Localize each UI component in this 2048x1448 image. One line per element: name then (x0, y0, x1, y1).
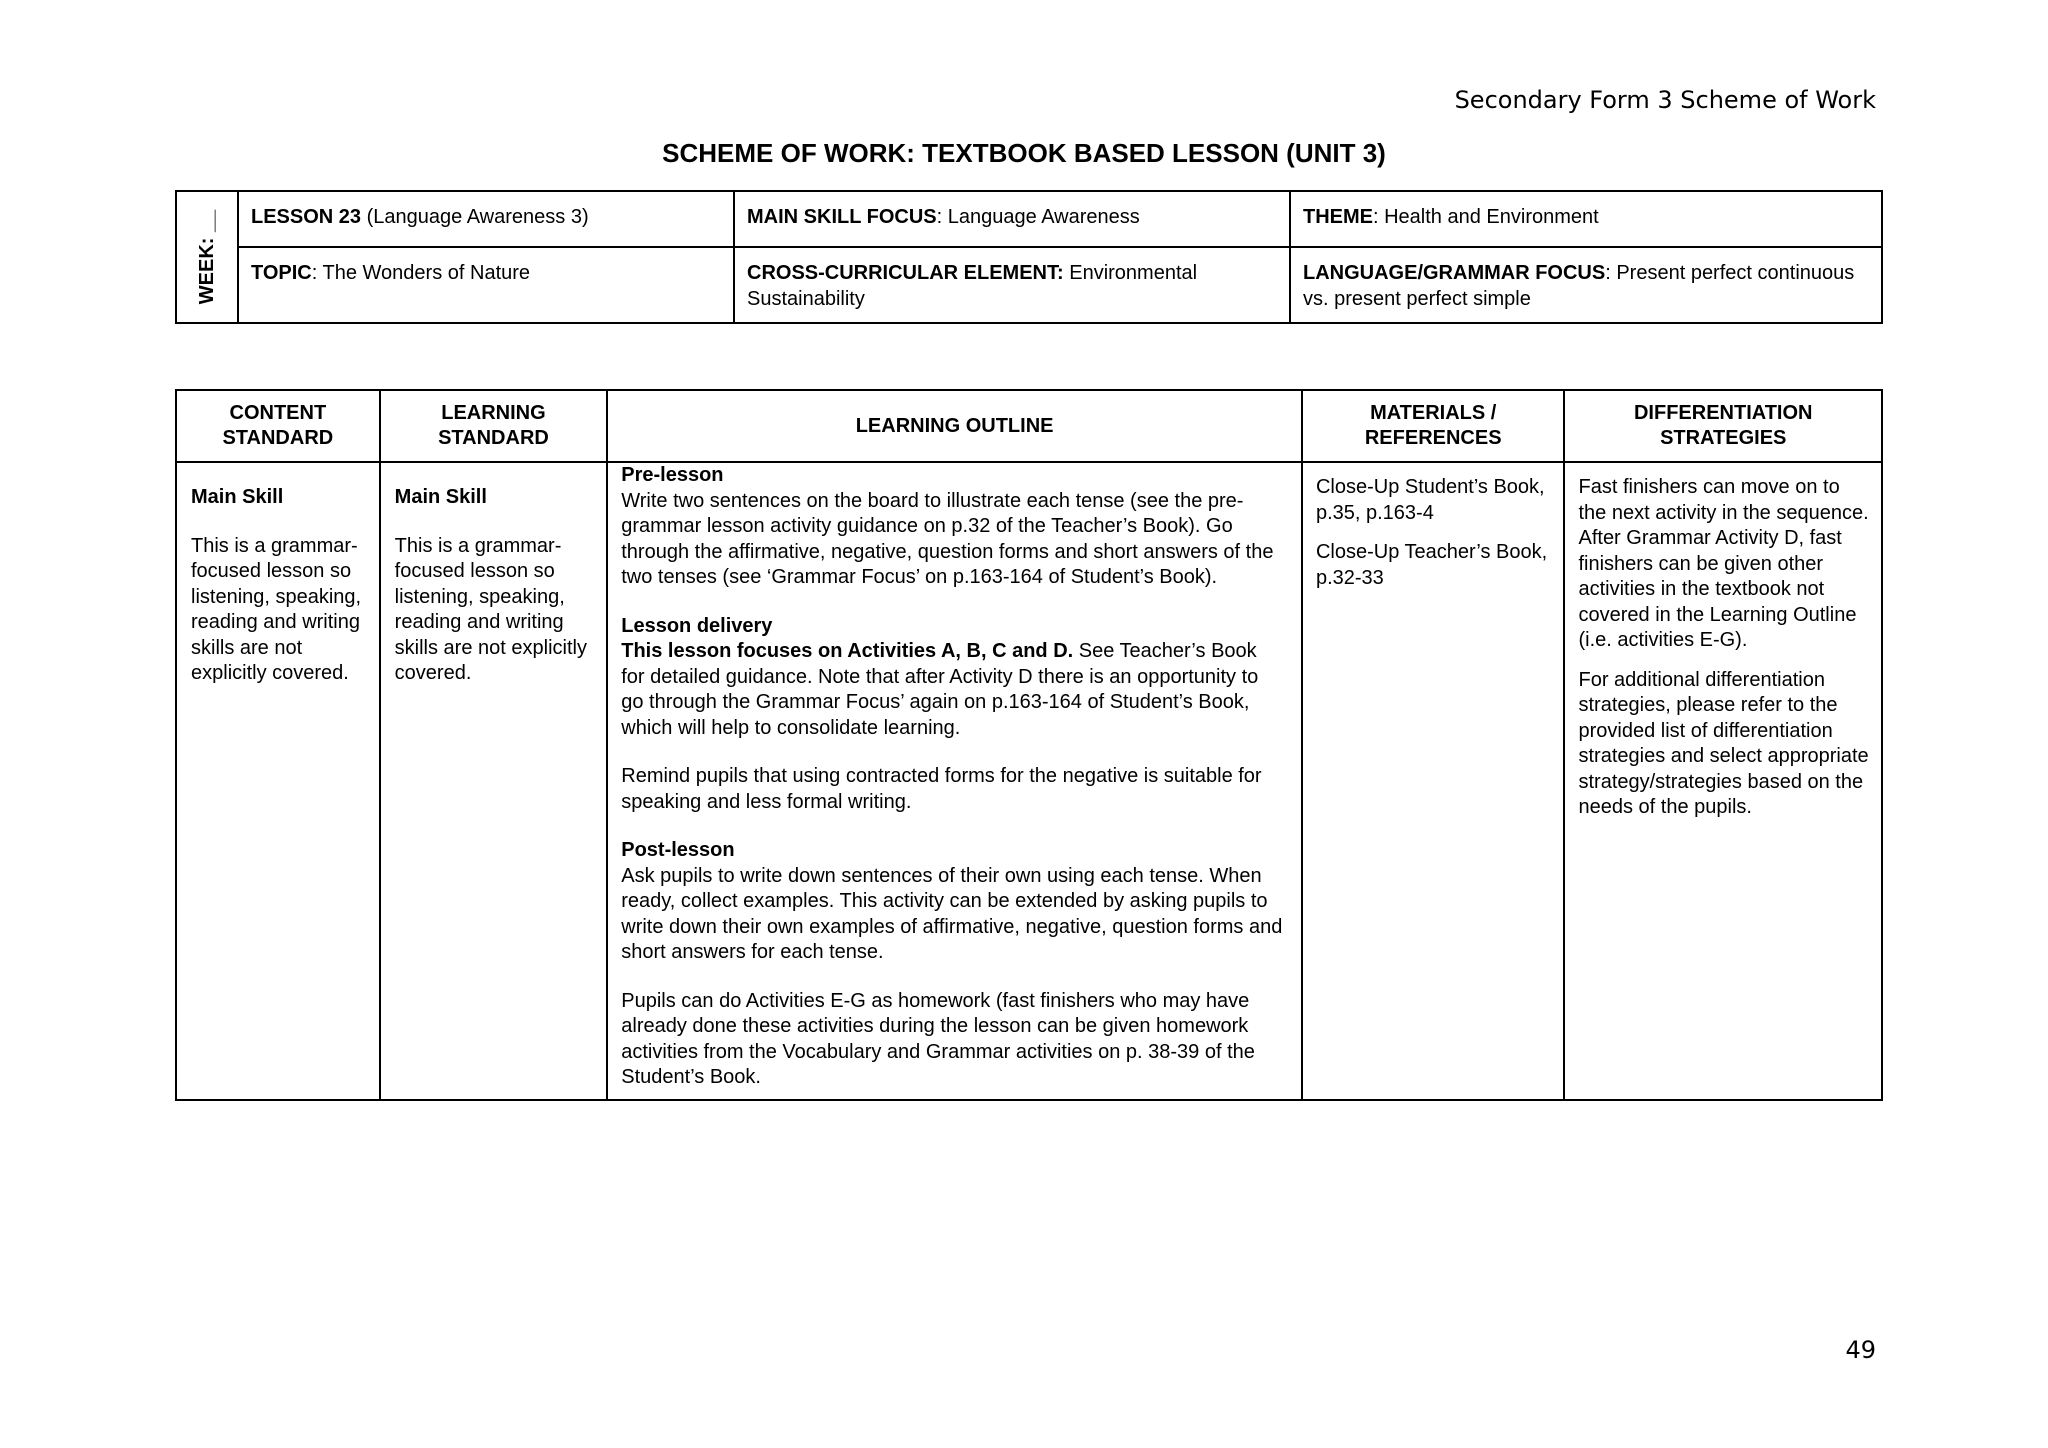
learning-standard-header: LEARNING STANDARD (380, 390, 608, 462)
cross-curricular-label: CROSS-CURRICULAR ELEMENT: (747, 262, 1064, 284)
theme-label: THEME (1303, 206, 1373, 228)
cross-curricular-cell (734, 247, 1290, 323)
page-number: 49 (1845, 1336, 1876, 1364)
learning-standard-text: This is a grammar-focused lesson so listening, speaking, reading and writing skills are not explicitly covered. (394, 534, 587, 684)
running-header: Secondary Form 3 Scheme of Work (1454, 86, 1876, 114)
learning-standard-heading: Main Skill (394, 486, 487, 508)
lesson-info-row (176, 247, 1882, 323)
learning-outline-cell (607, 462, 1302, 1100)
materials-cell (1302, 462, 1565, 1100)
week-cell (176, 191, 238, 323)
main-skill-value: : Language Awareness (936, 206, 1140, 228)
differentiation-header: DIFFERENTIATION STRATEGIES (1564, 390, 1882, 462)
differentiation-text: Fast finishers can move on to the next activity in the sequence. After Grammar Activity D, fast finishers can be given other activities in the textbook not covered in the Learning Outline (i.e. activities E-G). (1578, 476, 1869, 651)
post-lesson-heading: Post-lesson (621, 839, 735, 861)
topic-value: : The Wonders of Nature (311, 262, 531, 284)
document-title: SCHEME OF WORK: TEXTBOOK BASED LESSON (UNIT 3) (662, 138, 1386, 168)
materials-header: MATERIALS / REFERENCES (1302, 390, 1565, 462)
remind-text: Remind pupils that using contracted forms for the negative is suitable for speaking and less formal writing. (621, 765, 1262, 813)
main-skill-label: MAIN SKILL FOCUS (747, 206, 937, 228)
main-skill-cell (734, 191, 1290, 247)
topic-cell (238, 247, 734, 323)
table-row (176, 462, 1882, 1100)
content-standard-text: This is a grammar-focused lesson so listening, speaking, reading and writing skills are not explicitly covered. (191, 534, 362, 684)
materials-item: Close-Up Teacher’s Book, p.32-33 (1315, 541, 1548, 589)
lesson-delivery-heading: Lesson delivery (621, 614, 773, 637)
differentiation-text: For additional differentiation strategies, please refer to the provided list of differentiation strategies and select appropriate strategy/strategies based on the needs of the pupils. (1578, 668, 1869, 818)
table-header-row (176, 390, 1882, 462)
theme-cell (1290, 191, 1882, 247)
lesson-delivery-detail: See Teacher’s Book for detailed guidance. Note that after Activity D there is an opportunity to go through the Grammar Focus’ again on p.163-164 of Student’s Book, which will help to consolidate learning. (621, 640, 1259, 739)
materials-item: Close-Up Student’s Book, p.35, p.163-4 (1315, 476, 1545, 524)
homework-text: Pupils can do Activities E-G as homework (fast finishers who may have already done these activities during the lesson can be given homework activities from the Vocabulary and Grammar activities on p. 38-39 of the Student’s Book. (621, 989, 1255, 1088)
content-standard-heading: Main Skill (191, 486, 284, 508)
lesson-delivery-focus: This lesson focuses on Activities A, B, C and D. (621, 640, 1074, 662)
learning-outline-header: LEARNING OUTLINE (607, 390, 1302, 462)
lesson-info-row (176, 191, 1882, 247)
content-standard-cell (176, 462, 380, 1100)
lesson-label: LESSON 23 (251, 206, 362, 228)
topic-label: TOPIC (251, 262, 312, 284)
pre-lesson-text: Write two sentences on the board to illustrate each tense (see the pre-grammar lesson activity guidance on p.32 of the Teacher’s Book). Go through the affirmative, negative, question forms and short answers of the two tenses (see ‘Grammar Focus’ on p.163-164 of Student’s Book). (621, 489, 1274, 588)
post-lesson-text: Ask pupils to write down sentences of their own using each tense. When ready, collect examples. This activity can be extended by asking pupils to write down their own examples of affirmative, negative, question forms and short answers for each tense. (621, 864, 1283, 963)
pre-lesson-heading: Pre-lesson (621, 464, 724, 486)
lesson-plan-table (175, 389, 1883, 1101)
learning-standard-cell (380, 462, 608, 1100)
lesson-info-table (175, 190, 1883, 324)
week-label: WEEK: __ (196, 209, 218, 305)
grammar-focus-label: LANGUAGE/GRAMMAR FOCUS (1303, 262, 1606, 284)
differentiation-cell (1564, 462, 1882, 1100)
grammar-focus-cell (1290, 247, 1882, 323)
lesson-cell (238, 191, 734, 247)
lesson-delivery-text (621, 639, 1285, 741)
grammar-focus-value: : Present perfect continuous vs. present perfect simple (1303, 262, 1855, 310)
content-standard-header: CONTENT STANDARD (176, 390, 380, 462)
theme-value: : Health and Environment (1373, 206, 1599, 228)
lesson-value: (Language Awareness 3) (361, 206, 589, 228)
cross-curricular-value: Environmental Sustainability (747, 262, 1198, 310)
